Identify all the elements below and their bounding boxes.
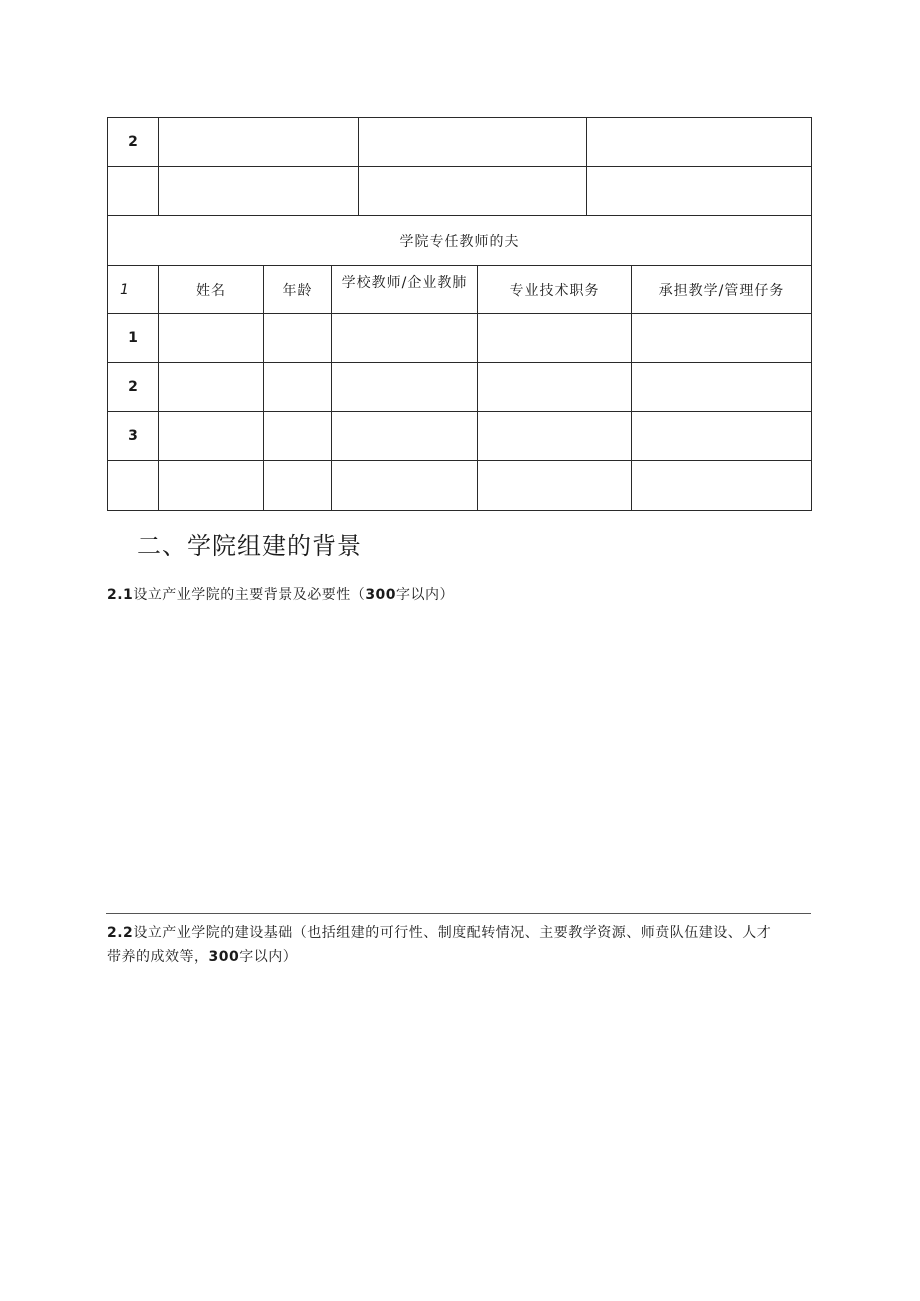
word-limit: 300 [208, 949, 240, 965]
table-cell[interactable] [359, 118, 587, 167]
top-table [107, 117, 812, 216]
table-row [108, 363, 812, 412]
header-teacher-type: 学校教师/企业教肺 [332, 266, 478, 314]
header-age: 年龄 [264, 266, 332, 314]
table-cell[interactable] [159, 412, 264, 461]
question-text: 字以内） [239, 949, 298, 965]
table-cell[interactable] [478, 461, 632, 511]
table-cell[interactable] [632, 412, 812, 461]
table-cell[interactable] [632, 314, 812, 363]
table-cell[interactable] [159, 314, 264, 363]
row-index: 3 [108, 412, 159, 461]
question-text: 带养的成效等， [107, 949, 209, 965]
table-cell[interactable] [359, 167, 587, 216]
row-index [108, 461, 159, 511]
header-index: 1 [108, 266, 159, 314]
table-cell[interactable] [632, 461, 812, 511]
table-cell[interactable] [332, 461, 478, 511]
question-number: 2.1 [107, 587, 134, 603]
table-cell[interactable] [264, 461, 332, 511]
table-cell[interactable] [632, 363, 812, 412]
row-index: 2 [108, 363, 159, 412]
table-cell[interactable] [332, 363, 478, 412]
row-index [108, 167, 159, 216]
table-cell[interactable] [332, 314, 478, 363]
divider [106, 913, 811, 914]
table-cell[interactable] [478, 314, 632, 363]
table-row [108, 314, 812, 363]
table-header-row [108, 266, 812, 314]
teacher-table [107, 215, 812, 511]
question-2-1 [107, 583, 454, 607]
question-text: 设立产业学院的主要背景及必要性（ [133, 587, 366, 603]
table-cell[interactable] [159, 461, 264, 511]
table-cell[interactable] [478, 363, 632, 412]
row-index: 1 [108, 314, 159, 363]
teacher-table-title: 学院专任教师的夫 [108, 216, 812, 266]
table-cell[interactable] [587, 167, 812, 216]
table-cell[interactable] [478, 412, 632, 461]
section-heading: 二、学院组建的背景 [137, 532, 362, 560]
word-limit: 300 [365, 587, 397, 603]
header-name: 姓名 [159, 266, 264, 314]
table-row [108, 412, 812, 461]
table-row [108, 167, 812, 216]
row-index: 2 [108, 118, 159, 167]
table-cell[interactable] [159, 363, 264, 412]
table-cell[interactable] [332, 412, 478, 461]
header-duty: 承担教学/管理仔务 [632, 266, 812, 314]
table-row [108, 118, 812, 167]
table-cell[interactable] [159, 118, 359, 167]
question-number: 2.2 [107, 925, 134, 941]
table-row [108, 461, 812, 511]
table-cell[interactable] [264, 314, 332, 363]
table-cell[interactable] [159, 167, 359, 216]
header-tech-title: 专业技术职务 [478, 266, 632, 314]
table-title-row [108, 216, 812, 266]
question-text: 字以内） [396, 587, 455, 603]
table-cell[interactable] [587, 118, 812, 167]
question-2-2 [107, 921, 817, 969]
table-cell[interactable] [264, 363, 332, 412]
question-text: 设立产业学院的建设基础（也括组建的可行性、制度配转情况、主要教学资源、师贲队伍建设、人才 [133, 925, 772, 941]
table-cell[interactable] [264, 412, 332, 461]
